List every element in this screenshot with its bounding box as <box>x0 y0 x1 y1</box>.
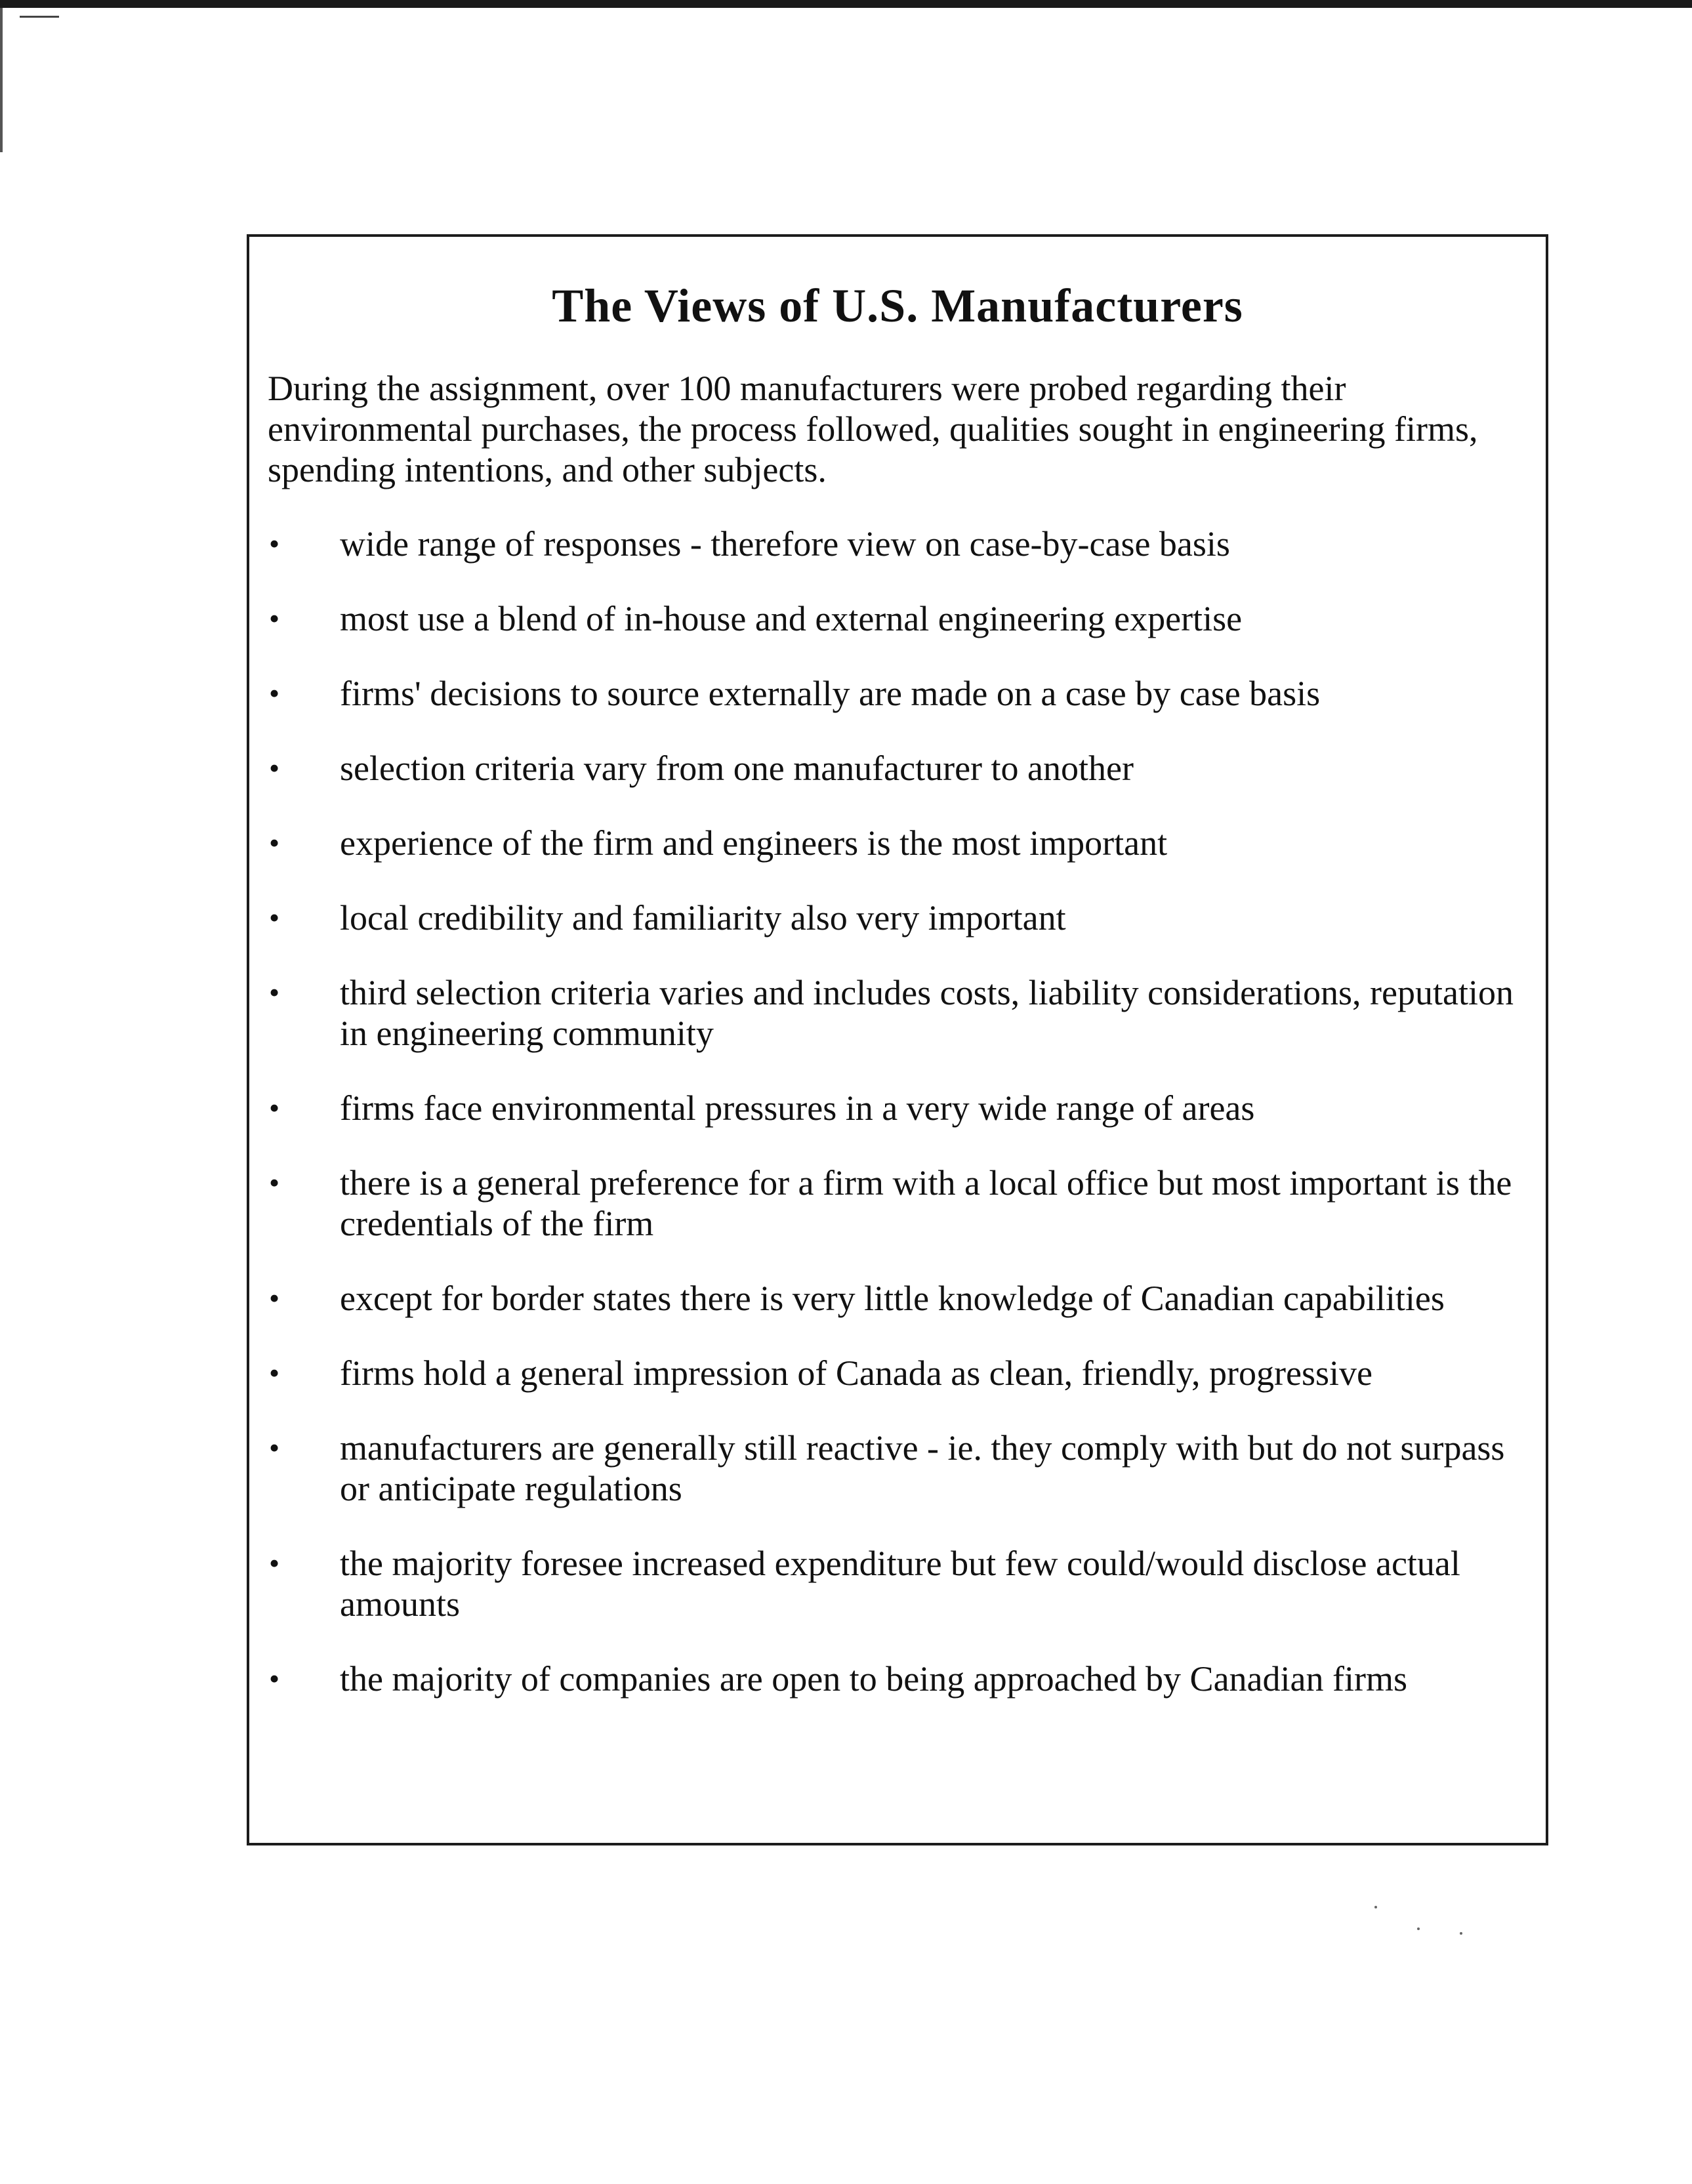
bullet-item <box>249 897 1546 938</box>
bullet-text: firms hold a general impression of Canada as clean, friendly, progressive <box>340 1353 1372 1393</box>
bullet-icon: • <box>269 1546 280 1580</box>
bullet-text: third selection criteria varies and includes costs, liability considerations, reputation in engineering community <box>340 973 1514 1053</box>
bullet-text: the majority foresee increased expenditure but few could/would disclose actual amounts <box>340 1544 1460 1624</box>
bullet-item <box>249 1163 1546 1244</box>
bullet-item <box>249 972 1546 1054</box>
bullet-text: except for border states there is very little knowledge of Canadian capabilities <box>340 1279 1445 1318</box>
scan-top-edge <box>0 0 1692 8</box>
bullet-icon: • <box>269 1356 280 1390</box>
bullet-item <box>249 524 1546 564</box>
bullet-icon: • <box>269 826 280 859</box>
bullet-item <box>249 823 1546 863</box>
bullet-item <box>249 673 1546 714</box>
bullet-item <box>249 1659 1546 1699</box>
bullet-text: local credibility and familiarity also very important <box>340 898 1066 937</box>
bullet-icon: • <box>269 751 280 785</box>
scan-speck <box>1417 1927 1420 1930</box>
bullet-icon: • <box>269 1091 280 1124</box>
scan-speck <box>1374 1906 1377 1908</box>
scan-mark <box>20 16 59 18</box>
document-frame <box>247 234 1548 1845</box>
bullet-text: firms' decisions to source externally are made on a case by case basis <box>340 674 1321 713</box>
bullet-item <box>249 1428 1546 1509</box>
bullet-text: most use a blend of in-house and external engineering expertise <box>340 599 1243 638</box>
bullet-icon: • <box>269 676 280 710</box>
bullet-list <box>249 524 1546 1733</box>
bullet-item <box>249 1088 1546 1128</box>
scan-left-edge <box>0 8 3 152</box>
scan-speck <box>1460 1932 1462 1935</box>
bullet-item <box>249 1543 1546 1624</box>
bullet-icon: • <box>269 527 280 560</box>
bullet-text: wide range of responses - therefore view on case-by-case basis <box>340 524 1230 564</box>
bullet-icon: • <box>269 901 280 934</box>
bullet-item <box>249 598 1546 639</box>
bullet-text: the majority of companies are open to being approached by Canadian firms <box>340 1659 1407 1699</box>
bullet-item <box>249 1278 1546 1319</box>
bullet-icon: • <box>269 1431 280 1464</box>
bullet-icon: • <box>269 976 280 1009</box>
bullet-text: selection criteria vary from one manufacturer to another <box>340 749 1134 788</box>
bullet-icon: • <box>269 602 280 635</box>
bullet-icon: • <box>269 1281 280 1315</box>
bullet-item <box>249 1353 1546 1393</box>
bullet-text: manufacturers are generally still reactive - ie. they comply with but do not surpass or anticipate regulations <box>340 1428 1505 1508</box>
bullet-item <box>249 748 1546 789</box>
bullet-text: experience of the firm and engineers is the most important <box>340 823 1168 863</box>
bullet-icon: • <box>269 1662 280 1695</box>
document-title: The Views of U.S. Manufacturers <box>552 279 1243 332</box>
bullet-text: firms face environmental pressures in a very wide range of areas <box>340 1088 1255 1128</box>
bullet-text: there is a general preference for a firm with a local office but most important is the credentials of the firm <box>340 1163 1512 1243</box>
intro-paragraph: During the assignment, over 100 manufacturers were probed regarding their environmental purchases, the process followed, qualities sought in engineering firms, spending intentions, and other subjects. <box>268 369 1478 489</box>
bullet-icon: • <box>269 1166 280 1199</box>
